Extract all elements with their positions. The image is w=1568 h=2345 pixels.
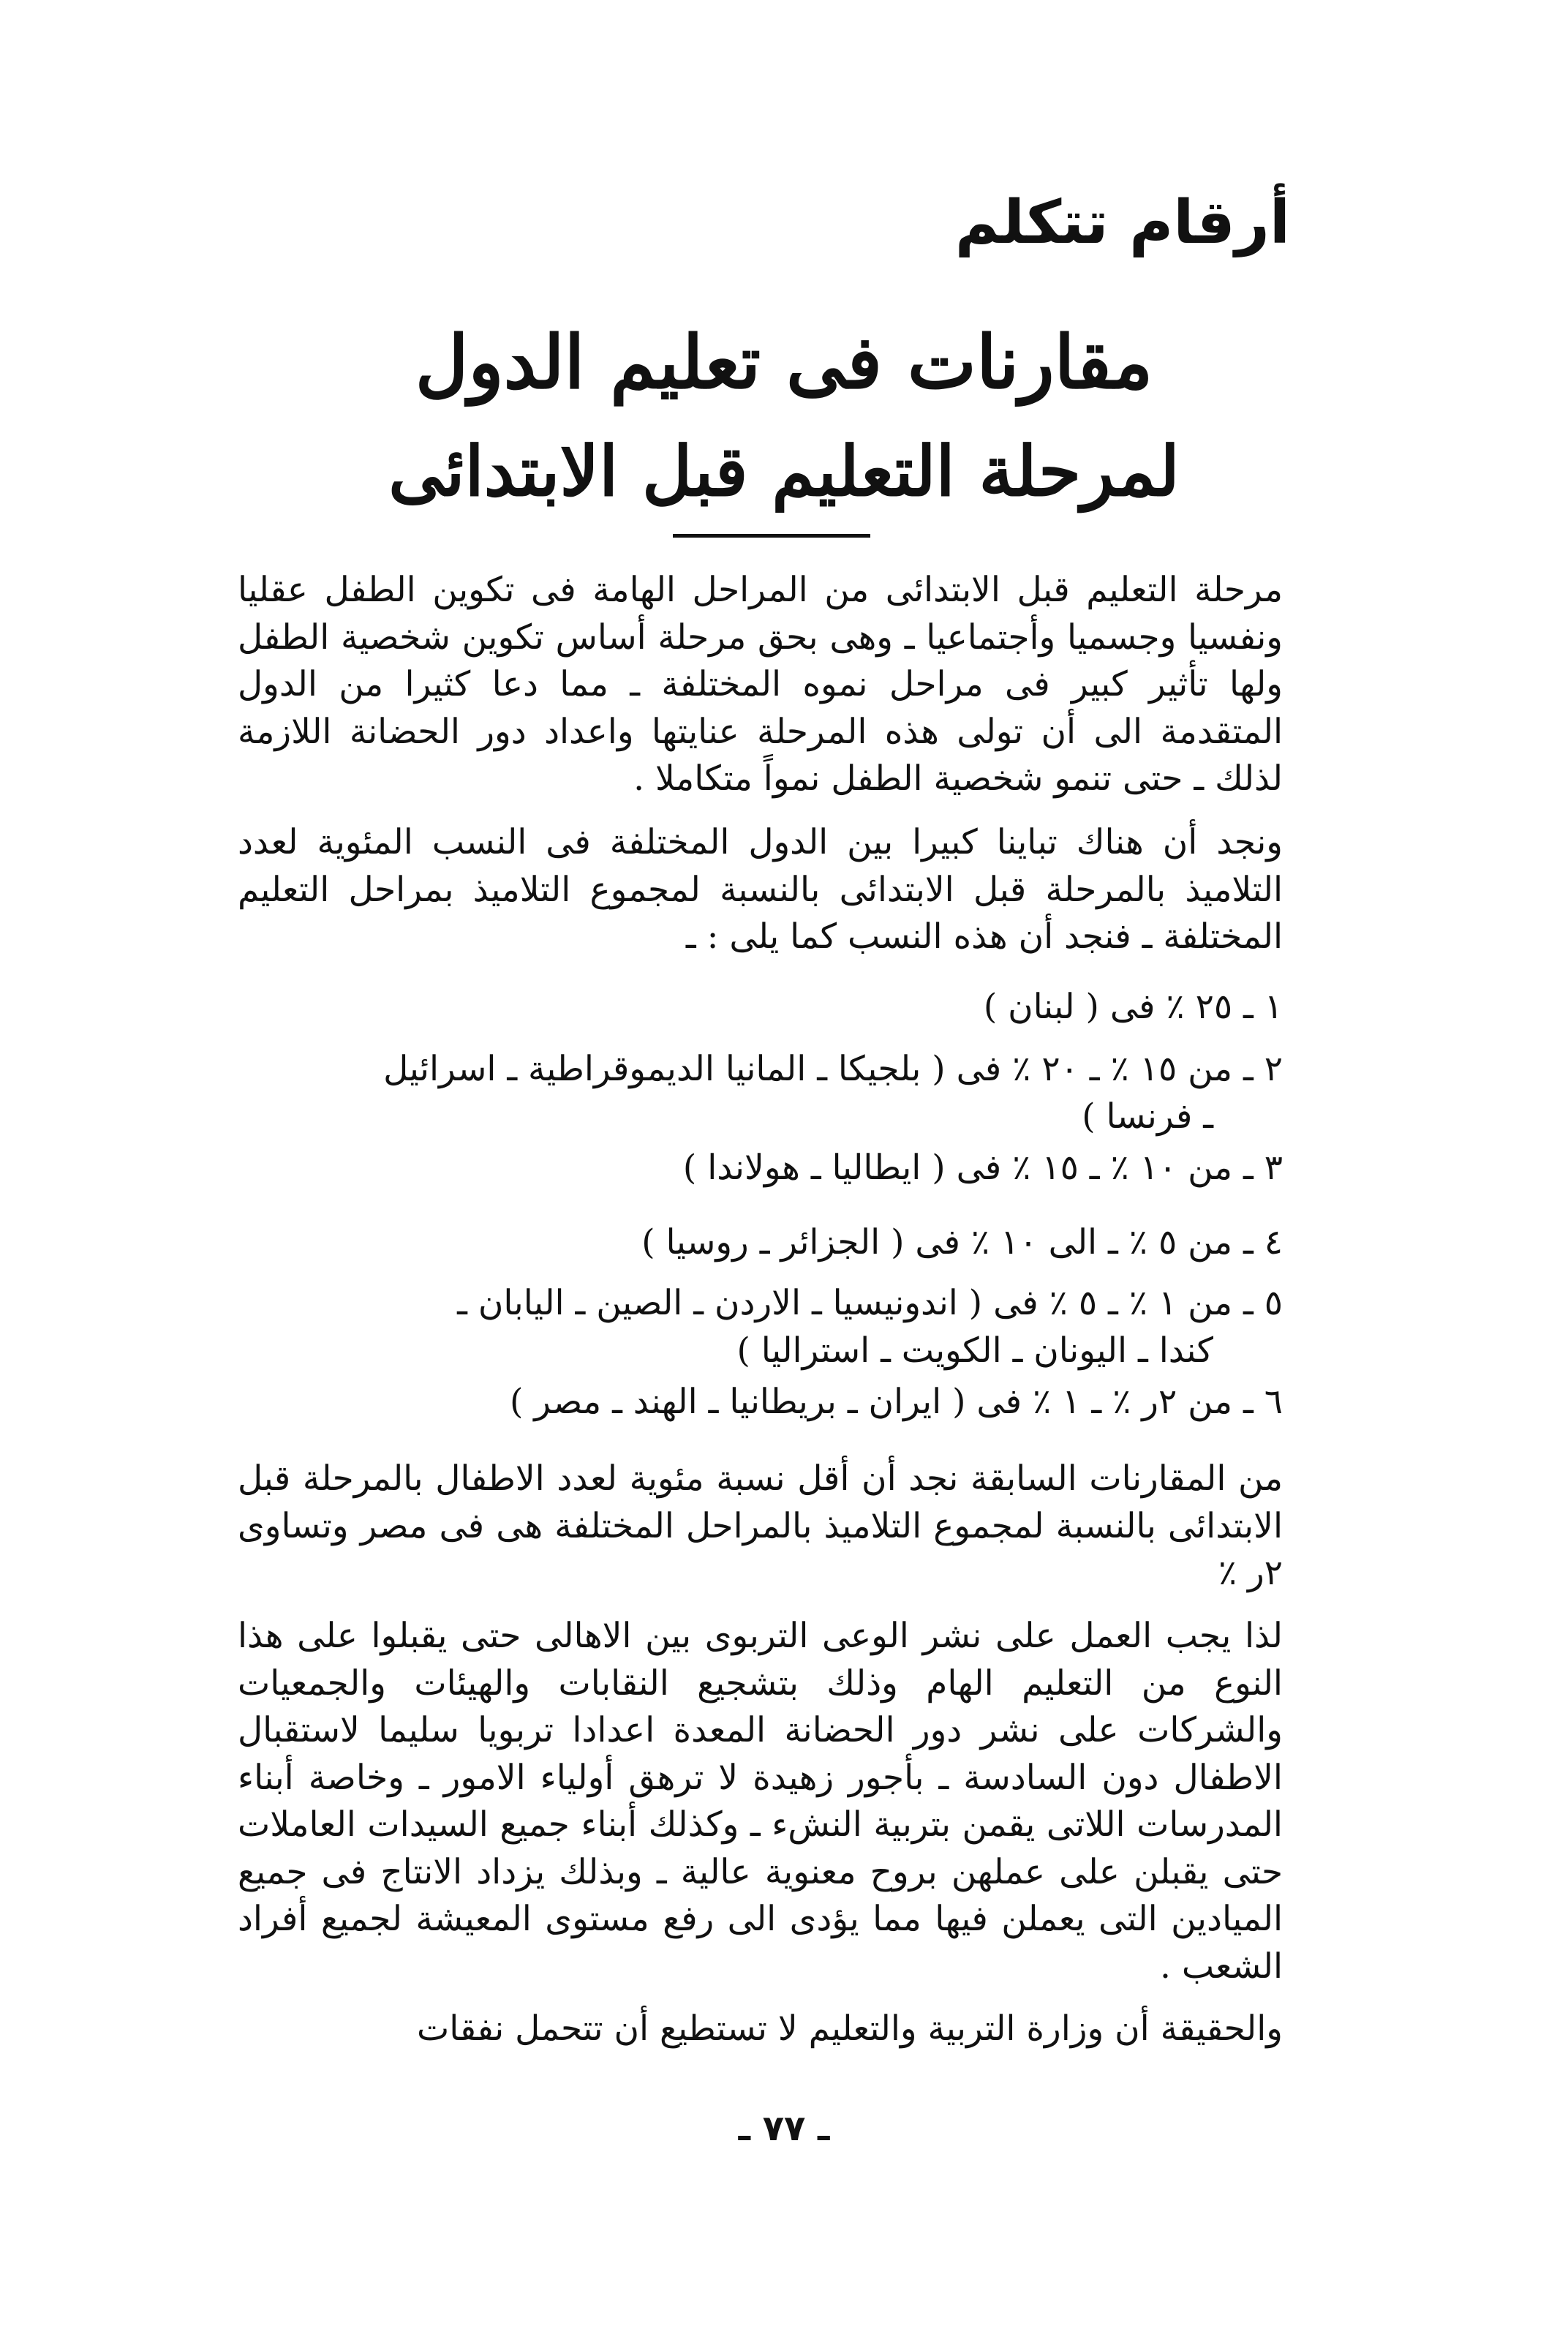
list-item-continuation: ـ فرنسا ) bbox=[1082, 1096, 1213, 1137]
list-item bbox=[238, 1379, 1283, 1426]
sub-title: لمرحلة التعليم قبل الابتدائى bbox=[388, 432, 1180, 512]
list-item bbox=[238, 1280, 1283, 1374]
paragraph-closing: والحقيقة أن وزارة التربية والتعليم لا تستطيع أن تتحمل نفقات bbox=[417, 2009, 1283, 2049]
list-item-line: ٣ ـ من ١٠ ٪ ـ ١٥ ٪ فى ( ايطاليا ـ هولاندا ) bbox=[682, 1148, 1283, 1188]
title-divider bbox=[673, 534, 870, 538]
series-title: أرقام تتكلم bbox=[954, 188, 1290, 257]
list-item bbox=[238, 1145, 1283, 1192]
paragraph-intro: مرحلة التعليم قبل الابتدائى من المراحل الهامة فى تكوين الطفل عقليا ونفسيا وجسميا وأجتماعيا ـ وهى بحق مرحلة أساس تكوين شخصية الطفل ولها تأثير كبير فى مراحل نموه المختلفة ـ مما دعا كثيرا من الدول المتقدمة الى أن تولى هذه المرحلة عنايتها واعداد دور الحضانة اللازمة لذلك ـ حتى تنمو شخصية الطفل نمواً متكاملا . bbox=[238, 570, 1283, 799]
paragraph-recommendation: لذا يجب العمل على نشر الوعى التربوى بين الاهالى حتى يقبلوا على هذا النوع من التعليم الهام وذلك بتشجيع النقابات والهيئات والجمعيات والشركات على نشر دور الحضانة المعدة اعدادا تربويا سليما لاستقبال الاطفال دون السادسة ـ بأجور زهيدة لا ترهق أولياء الامور ـ وخاصة أبناء المدرسات اللاتى يقمن بتربية النشء ـ وكذلك أبناء جميع السيدات العاملات حتى يقبلن على عملهن بروح معنوية عالية ـ وبذلك يزداد الانتاج فى جميع الميادين التى يعملن فيها مما يؤدى الى رفع مستوى المعيشة لجميع أفراد الشعب . bbox=[238, 1616, 1283, 1987]
page-number: ـ ٧٧ ـ bbox=[738, 2108, 830, 2149]
main-title: مقارنات فى تعليم الدول bbox=[415, 319, 1153, 405]
list-item-line: ٤ ـ من ٥ ٪ ـ الى ١٠ ٪ فى ( الجزائر ـ روسيا ) bbox=[641, 1222, 1283, 1262]
list-item-line: ٥ ـ من ١ ٪ ـ ٥ ٪ فى ( اندونيسيا ـ الاردن ـ الصين ـ اليابان ـ bbox=[457, 1283, 1283, 1323]
list-item-line: ٢ ـ من ١٥ ٪ ـ ٢٠ ٪ فى ( بلجيكا ـ المانيا الديموقراطية ـ اسرائيل bbox=[383, 1049, 1283, 1089]
list-item-line: ٦ ـ من ٢ر ٪ ـ ١ ٪ فى ( ايران ـ بريطانيا ـ الهند ـ مصر ) bbox=[510, 1382, 1283, 1422]
list-item-line: ١ ـ ٢٥ ٪ فى ( لبنان ) bbox=[983, 987, 1283, 1027]
list-item bbox=[238, 984, 1283, 1031]
list-item bbox=[238, 1046, 1283, 1140]
paragraph-ratios: ونجد أن هناك تباينا كبيرا بين الدول المختلفة فى النسب المئوية لعدد التلاميذ بالمرحلة قبل الابتدائى بالنسبة لمجموع التلاميذ بمراحل التعليم المختلفة ـ فنجد أن هذه النسب كما يلى : ـ bbox=[238, 822, 1283, 957]
paragraph-comparison: من المقارنات السابقة نجد أن أقل نسبة مئوية لعدد الاطفال بالمرحلة قبل الابتدائى بالنسبة لمجموع التلاميذ بالمراحل المختلفة هى فى مصر وتساوى ٢ر ٪ bbox=[238, 1458, 1283, 1593]
list-item bbox=[238, 1219, 1283, 1267]
list-item-continuation: كندا ـ اليونان ـ الكويت ـ استراليا ) bbox=[736, 1330, 1213, 1371]
